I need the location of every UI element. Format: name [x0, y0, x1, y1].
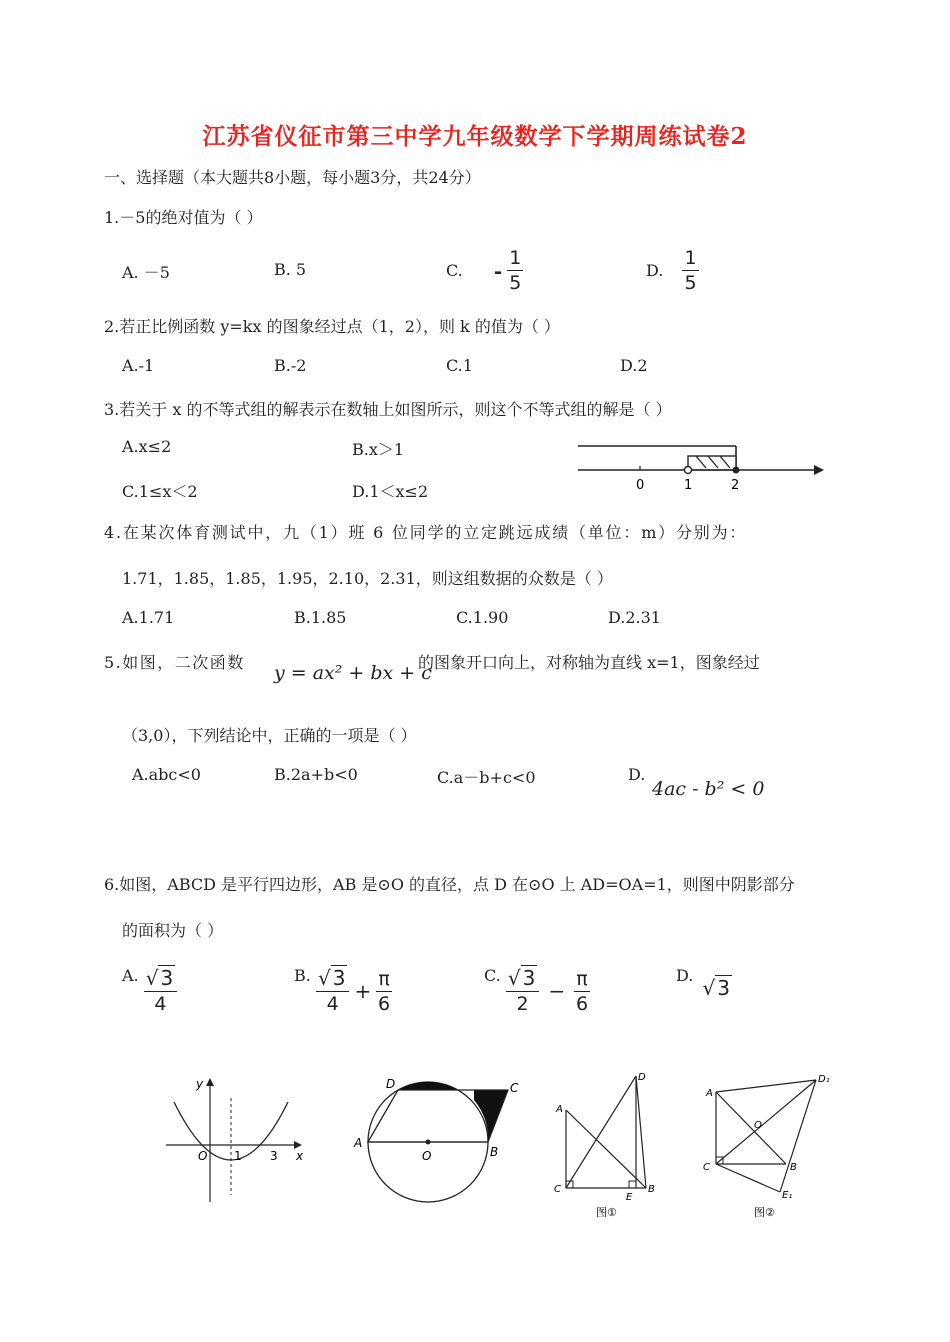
q4-option-c: C.1.90 — [456, 608, 509, 627]
q6-option-c-pi: π — [576, 967, 588, 990]
q2-option-c: C.1 — [446, 356, 473, 375]
circle-label-d: D — [386, 1077, 396, 1091]
fig1-line-db — [636, 1076, 646, 1188]
q2-option-a: A.-1 — [122, 356, 155, 375]
figure-1 — [550, 1070, 660, 1220]
open-point-icon — [685, 467, 692, 474]
fig2-label-a: A — [706, 1088, 713, 1099]
q6-option-b-pi: π — [378, 967, 390, 990]
q6-option-b-numerator — [316, 966, 349, 992]
q6-option-d-radicand: 3 — [717, 976, 730, 1000]
parabola-label-1: 1 — [234, 1149, 242, 1163]
q5-option-d-formula: 4ac - b² < 0 — [652, 778, 765, 800]
fig2-label-b: B — [790, 1162, 797, 1173]
q6-option-a-fraction — [144, 966, 177, 1016]
fig1-label-a: A — [556, 1104, 563, 1115]
fig1-line-dc — [566, 1076, 636, 1188]
parabola-label-x: x — [296, 1149, 304, 1163]
q6-option-b-operator: + — [354, 979, 372, 1003]
question-6-stem-2: 的面积为（ ） — [122, 921, 224, 940]
q6-option-b-pi-fraction — [376, 967, 391, 1016]
q1-option-c-sign: - — [493, 258, 503, 283]
axis-label-2: 2 — [731, 478, 740, 493]
q5-option-a: A.abc<0 — [132, 765, 201, 784]
fig2-label-d1: D₁ — [818, 1074, 830, 1085]
fig1-label-c: C — [554, 1184, 561, 1195]
parabola-label-3: 3 — [270, 1149, 278, 1163]
sqrt-icon: √ 3 — [145, 966, 174, 990]
fig1-hyp-ab — [566, 1110, 646, 1188]
axis-label-1: 1 — [684, 478, 693, 493]
figure-2 — [700, 1070, 840, 1220]
q6-option-c-radicand: 3 — [522, 966, 536, 990]
x-axis-arrow-icon — [294, 1141, 302, 1149]
q6-option-a-numerator — [144, 966, 177, 992]
circle-label-c: C — [510, 1081, 519, 1095]
solution-box — [688, 456, 736, 470]
section-heading: 一、选择题（本大题共8小题，每小题3分，共24分） — [104, 168, 481, 187]
q6-option-c — [484, 966, 590, 1016]
fig2-side-ad — [716, 1080, 816, 1092]
center-point-icon — [426, 1140, 431, 1145]
q6-option-b-label: B. — [294, 966, 311, 985]
circle-label-o: O — [422, 1149, 432, 1163]
q6-option-b — [294, 966, 392, 1016]
q1-option-c-label: C. — [446, 261, 463, 280]
q1-option-a: A. －5 — [122, 263, 170, 282]
circle-label-a: A — [354, 1136, 363, 1150]
fig1-label-b: B — [648, 1184, 655, 1195]
parabola-label-o: O — [198, 1149, 208, 1163]
q1-option-c-denominator: 5 — [509, 272, 522, 294]
sqrt-icon: √ 3 — [702, 976, 730, 1000]
question-4-data: 1.71，1.85，1.85，1.95，2.10，2.31，则这组数据的众数是（ ） — [122, 569, 613, 588]
q6-option-a-denominator: 4 — [154, 993, 167, 1015]
shaded-segment-top — [398, 1082, 458, 1090]
question-1-stem: 1.－5的绝对值为（ ） — [104, 208, 263, 227]
q6-option-c-label: C. — [484, 966, 501, 985]
question-6-stem: 6.如图，ABCD 是平行四边形，AB 是⊙O 的直径，点 D 在⊙O 上 AD=OA=1，则图中阴影部分 — [104, 875, 795, 894]
q1-option-b: B. 5 — [274, 260, 307, 279]
q1-option-d-fraction — [682, 246, 698, 295]
circle-parallelogram-figure — [350, 1070, 530, 1220]
q5-option-c: C.a－b+c<0 — [437, 768, 536, 787]
q6-option-c-pi-denominator: 6 — [575, 992, 589, 1015]
q4-option-d: D.2.31 — [608, 608, 661, 627]
question-5-stem-start: 5.如图，二次函数 — [104, 653, 245, 672]
axis-label-0: 0 — [636, 478, 645, 493]
closed-point-icon — [733, 467, 740, 474]
q6-option-b-denominator: 4 — [326, 993, 339, 1015]
q5-option-d-label: D. — [628, 765, 646, 784]
fig1-label-d: D — [638, 1072, 646, 1083]
fig1-label-e: E — [626, 1192, 633, 1203]
q3-option-b: B.x＞1 — [352, 440, 405, 459]
q5-formula: y = ax² + bx + c — [274, 662, 432, 684]
q1-option-c — [446, 246, 523, 295]
q4-option-b: B.1.85 — [294, 608, 347, 627]
fig2-side-ce — [716, 1164, 780, 1192]
q1-option-d-denominator: 5 — [684, 272, 697, 294]
question-5-stem-end: 的图象开口向上，对称轴为直线 x=1，图象经过 — [418, 653, 760, 672]
q1-option-d-label: D. — [646, 261, 664, 280]
question-4-stem: 4.在某次体育测试中，九（1）班 6 位同学的立定跳远成绩（单位：m）分别为： — [104, 523, 748, 542]
circle-label-b: B — [490, 1145, 499, 1159]
fig2-side-de — [780, 1080, 816, 1192]
q6-option-c-numerator — [506, 966, 539, 992]
fig2-diag-ab — [716, 1092, 786, 1164]
q6-option-b-fraction — [316, 966, 349, 1016]
q3-option-d: D.1＜x≤2 — [352, 482, 429, 501]
q1-option-d — [646, 246, 699, 295]
q2-option-d: D.2 — [620, 356, 648, 375]
q6-option-c-pi-fraction — [574, 967, 589, 1016]
y-axis-arrow-icon — [206, 1078, 214, 1086]
q4-option-a: A.1.71 — [122, 608, 175, 627]
q5-option-b: B.2a+b<0 — [274, 765, 358, 784]
q1-option-c-fraction — [507, 246, 523, 295]
q2-option-b: B.-2 — [274, 356, 307, 375]
fig2-diag-cd — [716, 1080, 816, 1164]
q1-option-d-numerator: 1 — [684, 247, 697, 269]
axis-arrow-icon — [814, 465, 824, 475]
q6-option-b-radicand: 3 — [332, 966, 346, 990]
question-5-stem-2: （3,0），下列结论中，正确的一项是（ ） — [122, 726, 417, 745]
fig2-label-e1: E₁ — [782, 1190, 793, 1201]
q6-option-d-label: D. — [676, 966, 694, 985]
sqrt-icon: √ 3 — [317, 966, 346, 990]
fig1-caption: 图① — [596, 1206, 617, 1219]
q6-option-c-fraction — [506, 966, 539, 1016]
fig1-right-angle-e — [629, 1181, 636, 1188]
question-2-stem: 2.若正比例函数 y=kx 的图象经过点（1，2），则 k 的值为（ ） — [104, 317, 560, 336]
parabola-label-y: y — [196, 1077, 204, 1091]
q6-option-d — [676, 966, 732, 1000]
q6-option-c-operator: − — [548, 979, 566, 1003]
q6-option-a-radicand: 3 — [160, 966, 174, 990]
q3-option-c: C.1≤x＜2 — [122, 482, 198, 501]
q6-option-a — [122, 966, 177, 1016]
page-title: 江苏省仪征市第三中学九年级数学下学期周练试卷2 — [202, 123, 748, 150]
question-3-stem: 3.若关于 x 的不等式组的解表示在数轴上如图所示，则这个不等式组的解是（ ） — [104, 400, 672, 419]
fig2-label-o: O — [754, 1120, 762, 1131]
q1-option-c-numerator: 1 — [509, 247, 522, 269]
number-line-figure — [574, 440, 830, 496]
parabola-figure — [160, 1070, 310, 1210]
fig2-caption: 图② — [754, 1206, 775, 1219]
q3-option-a: A.x≤2 — [122, 437, 172, 456]
q6-option-c-denominator: 2 — [516, 993, 529, 1015]
sqrt-icon: √ 3 — [507, 966, 536, 990]
q6-option-a-label: A. — [122, 966, 139, 985]
fig2-label-c: C — [703, 1162, 710, 1173]
q6-option-b-pi-denominator: 6 — [378, 992, 391, 1015]
